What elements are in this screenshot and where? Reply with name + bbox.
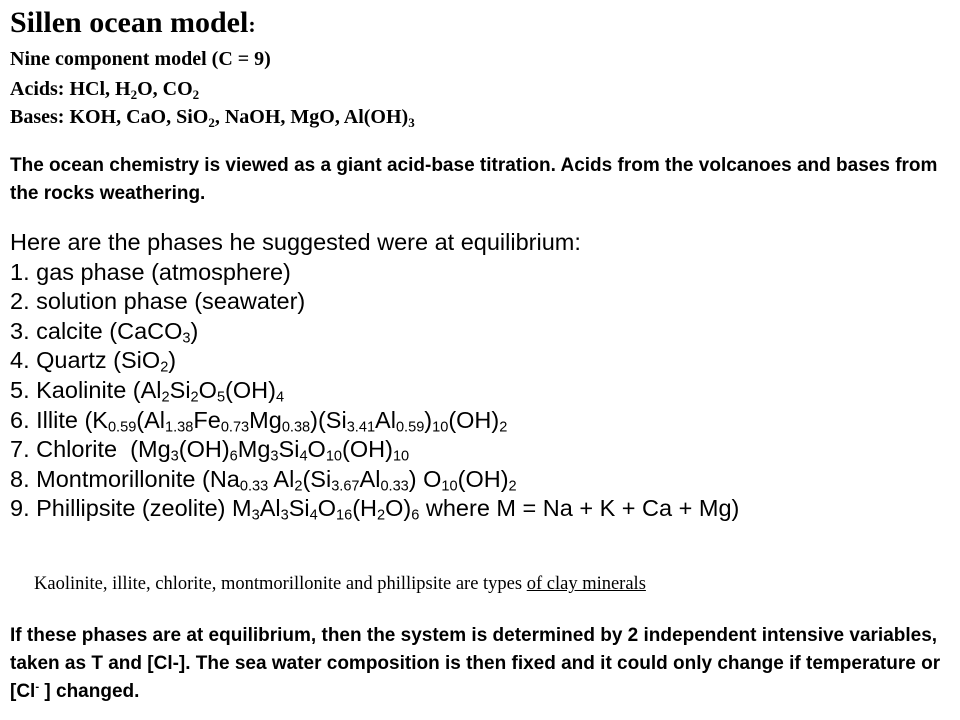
clay-minerals-underlined: of clay minerals bbox=[526, 574, 646, 594]
phase-item: 4. Quartz (SiO$_2$) bbox=[10, 347, 177, 377]
phase-item: 6. Illite ($K_{0.59}(Al_{1.38}Fe_{0.73}Mg_{0.38})(Si_{3.41}Al_{0.59})_{10}(OH)_2$ bbox=[10, 406, 508, 436]
phase-item: 8. Montmorillonite ($Na_{0.33}$ $Al_2(Si_{3.67}Al_{0.33})$ $O_{10}(OH)_2$ bbox=[10, 465, 517, 495]
phase-item: 5. Kaolinite ($Al_2Si_2O_5(OH)_4$ bbox=[10, 376, 285, 406]
phase-item: 3. calcite (CaCO$_3$) bbox=[10, 317, 199, 347]
slide-title: Sillen ocean model: bbox=[10, 6, 256, 39]
phases-list bbox=[10, 228, 739, 524]
acids-line: Acids: HCl, $H_2O$, $CO_2$ bbox=[10, 78, 200, 102]
phase-item: 1. gas phase (atmosphere) bbox=[10, 258, 291, 285]
bases-line: Bases: KOH, CaO, SiO$_2$, NaOH, MgO, $Al(OH)_3$ bbox=[10, 106, 415, 130]
phase-item: 7. Chlorite ($Mg_3(OH)_6Mg_3Si_4O_{10}(OH)_{10}$ bbox=[10, 436, 410, 465]
intro-paragraph: The ocean chemistry is viewed as a giant acid-base titration. Acids from the volcanoes and bases from the rocks weathering. bbox=[10, 155, 938, 204]
phase-item: 2. solution phase (seawater) bbox=[10, 288, 306, 315]
phases-heading: Here are the phases he suggested were at equilibrium: bbox=[10, 229, 581, 255]
clay-minerals-note: Kaolinite, illite, chlorite, montmorillonite and phillipsite are types of clay minerals bbox=[34, 574, 646, 594]
equilibrium-paragraph: If these phases are at equilibrium, then the system is determined by 2 independent intensive variables, taken as T and [Cl-]. The sea water composition is then fixed and it could only change if temperature or [Cl- ] changed. bbox=[10, 625, 941, 702]
phase-item: 9. Phillipsite (zeolite) $M_3Al_3Si_4O_{16}(H_2O)_6$ where M = Na + K + Ca + Mg) bbox=[10, 495, 740, 524]
component-count-line: Nine component model (C = 9) bbox=[10, 48, 271, 70]
